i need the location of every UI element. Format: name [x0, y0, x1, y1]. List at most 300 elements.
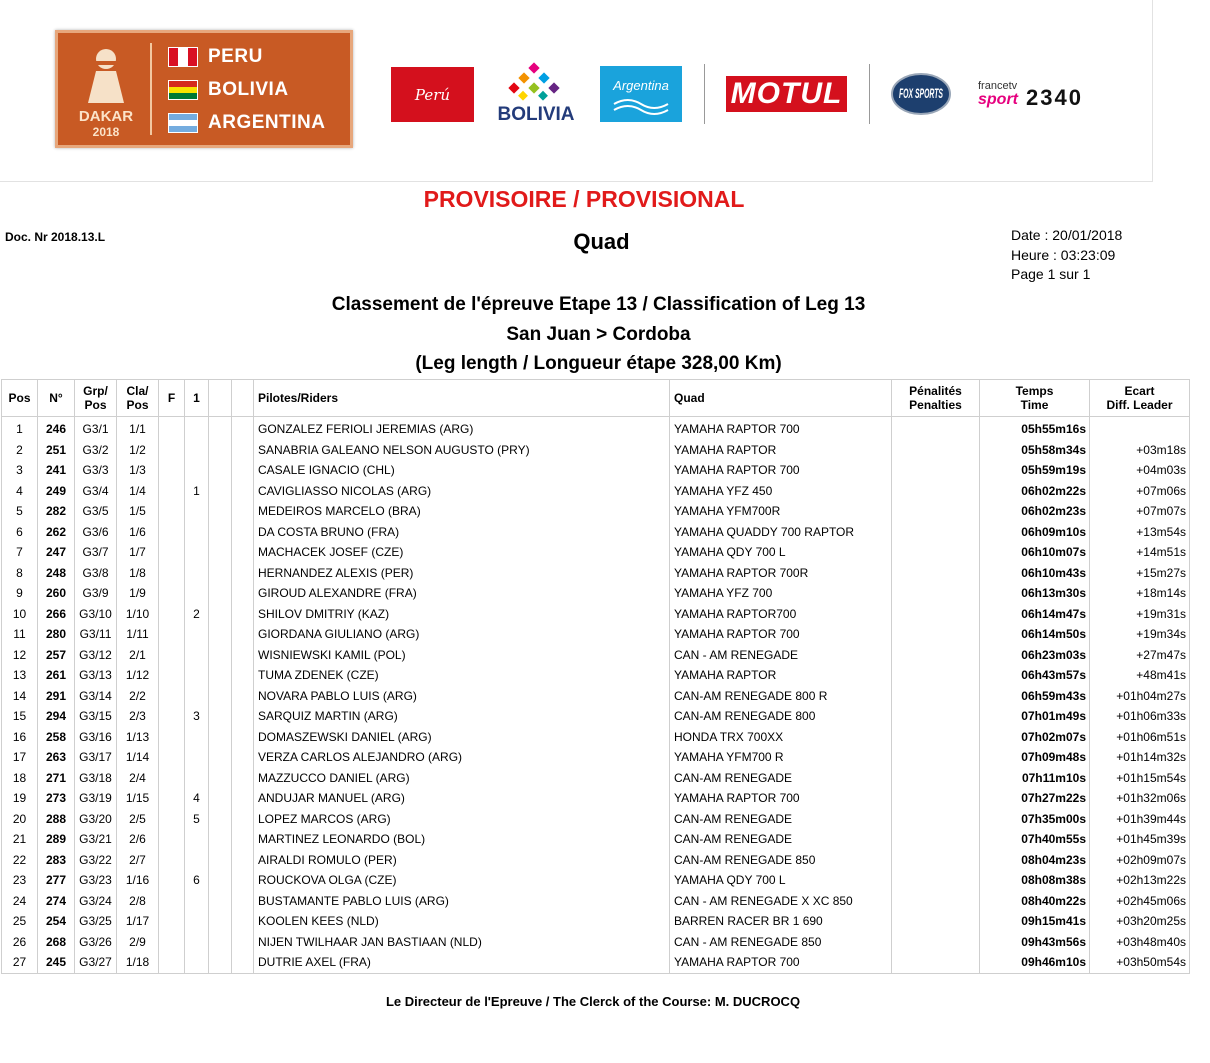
sponsor-banner — [0, 0, 1153, 182]
cell-pos: 21 — [2, 829, 38, 850]
cell-blank — [232, 706, 254, 727]
cell-blank — [232, 891, 254, 912]
cell-class-pos: 1/12 — [117, 665, 159, 686]
peru-logo — [391, 67, 474, 122]
cell-group-pos: G3/8 — [75, 563, 117, 584]
cell-penalties — [892, 417, 980, 440]
cell-blank — [232, 542, 254, 563]
cell-one — [185, 952, 209, 973]
col-header-time: Temps Time — [980, 380, 1090, 417]
cell-blank — [209, 768, 232, 789]
cell-time: 05h59m19s — [980, 460, 1090, 481]
cell-blank — [209, 809, 232, 830]
cell-pos: 3 — [2, 460, 38, 481]
cell-gap: +14m51s — [1090, 542, 1190, 563]
cell-quad: YAMAHA RAPTOR 700 — [670, 460, 892, 481]
cell-class-pos: 1/10 — [117, 604, 159, 625]
cell-one: 4 — [185, 788, 209, 809]
document-meta — [1011, 226, 1122, 285]
table-row — [2, 952, 1190, 973]
argentina-logo-text: Argentina — [613, 78, 669, 93]
cell-time: 05h55m16s — [980, 417, 1090, 440]
cell-number: 289 — [38, 829, 75, 850]
france-channel-numbers: 2340 — [1026, 85, 1083, 110]
cell-group-pos: G3/27 — [75, 952, 117, 973]
cell-pos: 5 — [2, 501, 38, 522]
cell-number: 248 — [38, 563, 75, 584]
cell-group-pos: G3/26 — [75, 932, 117, 953]
cell-group-pos: G3/6 — [75, 522, 117, 543]
cell-class-pos: 1/3 — [117, 460, 159, 481]
country-bolivia — [168, 78, 289, 102]
country-name: BOLIVIA — [208, 79, 289, 100]
cell-penalties — [892, 686, 980, 707]
cell-penalties — [892, 645, 980, 666]
cell-group-pos: G3/9 — [75, 583, 117, 604]
cell-one — [185, 583, 209, 604]
cell-time: 07h40m55s — [980, 829, 1090, 850]
cell-time: 09h43m56s — [980, 932, 1090, 953]
cell-f — [159, 481, 185, 502]
cell-blank — [209, 645, 232, 666]
cell-one — [185, 563, 209, 584]
cell-number: 249 — [38, 481, 75, 502]
cell-f — [159, 850, 185, 871]
dakar-separator — [150, 43, 152, 135]
cell-f — [159, 604, 185, 625]
country-peru — [168, 45, 263, 69]
cell-group-pos: G3/10 — [75, 604, 117, 625]
col-header-group-pos: Grp/ Pos — [75, 380, 117, 417]
cell-one: 6 — [185, 870, 209, 891]
cell-group-pos: G3/16 — [75, 727, 117, 748]
cell-group-pos: G3/14 — [75, 686, 117, 707]
cell-blank — [232, 522, 254, 543]
cell-penalties — [892, 522, 980, 543]
cell-blank — [232, 952, 254, 973]
cell-one — [185, 665, 209, 686]
cell-f — [159, 542, 185, 563]
cell-gap: +19m31s — [1090, 604, 1190, 625]
cell-quad: YAMAHA RAPTOR 700 — [670, 417, 892, 440]
bolivia-emblem-icon — [492, 62, 580, 102]
cell-one — [185, 932, 209, 953]
cell-number: 254 — [38, 911, 75, 932]
table-row — [2, 604, 1190, 625]
cell-f — [159, 501, 185, 522]
cell-one — [185, 850, 209, 871]
cell-one — [185, 440, 209, 461]
bolivia-logo-text: BOLIVIA — [497, 104, 575, 125]
table-header-row — [2, 380, 1190, 417]
cell-quad: YAMAHA YFM700R — [670, 501, 892, 522]
cell-blank — [232, 604, 254, 625]
cell-one — [185, 542, 209, 563]
cell-blank — [232, 665, 254, 686]
cell-gap: +01h14m32s — [1090, 747, 1190, 768]
cell-rider: MACHACEK JOSEF (CZE) — [254, 542, 670, 563]
cell-rider: VERZA CARLOS ALEJANDRO (ARG) — [254, 747, 670, 768]
cell-time: 06h10m43s — [980, 563, 1090, 584]
col-header-blank — [232, 380, 254, 417]
cell-blank — [209, 440, 232, 461]
argentina-flag-icon — [168, 113, 198, 133]
cell-gap: +04m03s — [1090, 460, 1190, 481]
cell-gap: +02h45m06s — [1090, 891, 1190, 912]
cell-gap — [1090, 417, 1190, 440]
cell-rider: WISNIEWSKI KAMIL (POL) — [254, 645, 670, 666]
cell-class-pos: 2/2 — [117, 686, 159, 707]
cell-gap: +01h39m44s — [1090, 809, 1190, 830]
table-row — [2, 932, 1190, 953]
cell-gap: +01h06m51s — [1090, 727, 1190, 748]
cell-number: 241 — [38, 460, 75, 481]
cell-f — [159, 809, 185, 830]
cell-pos: 25 — [2, 911, 38, 932]
cell-blank — [209, 563, 232, 584]
cell-group-pos: G3/5 — [75, 501, 117, 522]
cell-gap: +02h13m22s — [1090, 870, 1190, 891]
cell-quad: YAMAHA RAPTOR 700 — [670, 624, 892, 645]
cell-quad: YAMAHA RAPTOR 700 — [670, 952, 892, 973]
results-body — [2, 417, 1190, 974]
cell-blank — [209, 686, 232, 707]
cell-time: 06h14m47s — [980, 604, 1090, 625]
cell-penalties — [892, 747, 980, 768]
cell-pos: 11 — [2, 624, 38, 645]
cell-penalties — [892, 829, 980, 850]
cell-time: 06h23m03s — [980, 645, 1090, 666]
cell-rider: SARQUIZ MARTIN (ARG) — [254, 706, 670, 727]
cell-rider: ROUCKOVA OLGA (CZE) — [254, 870, 670, 891]
cell-penalties — [892, 460, 980, 481]
page-indicator: Page 1 sur 1 — [1011, 266, 1091, 282]
cell-penalties — [892, 809, 980, 830]
cell-gap: +27m47s — [1090, 645, 1190, 666]
cell-f — [159, 563, 185, 584]
col-header-f: F — [159, 380, 185, 417]
cell-group-pos: G3/2 — [75, 440, 117, 461]
col-header-quad: Quad — [670, 380, 892, 417]
cell-quad: YAMAHA RAPTOR — [670, 665, 892, 686]
cell-penalties — [892, 501, 980, 522]
cell-class-pos: 1/11 — [117, 624, 159, 645]
cell-one — [185, 501, 209, 522]
sponsor-divider — [704, 64, 705, 124]
cell-gap: +02h09m07s — [1090, 850, 1190, 871]
cell-one — [185, 645, 209, 666]
cell-f — [159, 624, 185, 645]
table-row — [2, 542, 1190, 563]
cell-blank — [232, 501, 254, 522]
table-row — [2, 645, 1190, 666]
cell-blank — [232, 645, 254, 666]
cell-number: 288 — [38, 809, 75, 830]
cell-class-pos: 2/6 — [117, 829, 159, 850]
cell-class-pos: 1/13 — [117, 727, 159, 748]
cell-time: 08h08m38s — [980, 870, 1090, 891]
cell-pos: 22 — [2, 850, 38, 871]
cell-group-pos: G3/7 — [75, 542, 117, 563]
table-row — [2, 870, 1190, 891]
cell-blank — [209, 583, 232, 604]
cell-number: 247 — [38, 542, 75, 563]
cell-class-pos: 1/18 — [117, 952, 159, 973]
dakar-rider-logo — [66, 41, 146, 139]
cell-number: 283 — [38, 850, 75, 871]
cell-penalties — [892, 870, 980, 891]
cell-blank — [209, 747, 232, 768]
cell-gap: +01h04m27s — [1090, 686, 1190, 707]
sponsor-divider — [869, 64, 870, 124]
cell-class-pos: 2/1 — [117, 645, 159, 666]
cell-pos: 14 — [2, 686, 38, 707]
cell-number: 260 — [38, 583, 75, 604]
cell-rider: NOVARA PABLO LUIS (ARG) — [254, 686, 670, 707]
cell-gap: +03m18s — [1090, 440, 1190, 461]
cell-pos: 23 — [2, 870, 38, 891]
cell-pos: 4 — [2, 481, 38, 502]
cell-pos: 12 — [2, 645, 38, 666]
cell-blank — [209, 522, 232, 543]
cell-penalties — [892, 911, 980, 932]
cell-number: 273 — [38, 788, 75, 809]
cell-f — [159, 522, 185, 543]
cell-gap: +03h50m54s — [1090, 952, 1190, 973]
dakar-wordmark: DAKAR — [78, 108, 134, 125]
cell-blank — [209, 481, 232, 502]
cell-number: 268 — [38, 932, 75, 953]
cell-time: 07h09m48s — [980, 747, 1090, 768]
document-number: Doc. Nr 2018.13.L — [5, 230, 106, 244]
table-row — [2, 624, 1190, 645]
cell-one — [185, 768, 209, 789]
cell-group-pos: G3/20 — [75, 809, 117, 830]
cell-class-pos: 1/4 — [117, 481, 159, 502]
cell-penalties — [892, 604, 980, 625]
cell-blank — [209, 932, 232, 953]
cell-blank — [209, 952, 232, 973]
cell-time: 07h35m00s — [980, 809, 1090, 830]
cell-number: 257 — [38, 645, 75, 666]
cell-time: 07h01m49s — [980, 706, 1090, 727]
cell-penalties — [892, 542, 980, 563]
cell-f — [159, 645, 185, 666]
cell-f — [159, 665, 185, 686]
cell-rider: MEDEIROS MARCELO (BRA) — [254, 501, 670, 522]
cell-f — [159, 706, 185, 727]
cell-penalties — [892, 481, 980, 502]
cell-rider: MAZZUCCO DANIEL (ARG) — [254, 768, 670, 789]
cell-gap: +15m27s — [1090, 563, 1190, 584]
table-row — [2, 727, 1190, 748]
cell-f — [159, 686, 185, 707]
table-row — [2, 706, 1190, 727]
cell-penalties — [892, 932, 980, 953]
cell-gap: +01h45m39s — [1090, 829, 1190, 850]
cell-blank — [232, 809, 254, 830]
cell-class-pos: 1/14 — [117, 747, 159, 768]
cell-number: 262 — [38, 522, 75, 543]
cell-quad: CAN-AM RENEGADE 800 — [670, 706, 892, 727]
col-header-class-pos: Cla/ Pos — [117, 380, 159, 417]
cell-quad: YAMAHA QDY 700 L — [670, 542, 892, 563]
leg-length: (Leg length / Longueur étape 328,00 Km) — [415, 353, 782, 374]
cell-blank — [209, 891, 232, 912]
cell-one: 1 — [185, 481, 209, 502]
cell-blank — [209, 604, 232, 625]
peru-flag-icon — [168, 47, 198, 67]
cell-number: 245 — [38, 952, 75, 973]
cell-gap: +19m34s — [1090, 624, 1190, 645]
cell-pos: 27 — [2, 952, 38, 973]
cell-f — [159, 747, 185, 768]
cell-pos: 10 — [2, 604, 38, 625]
cell-f — [159, 417, 185, 440]
table-row — [2, 501, 1190, 522]
cell-pos: 1 — [2, 417, 38, 440]
cell-number: 291 — [38, 686, 75, 707]
cell-rider: LOPEZ MARCOS (ARG) — [254, 809, 670, 830]
france-sport-text: sport — [978, 91, 1018, 108]
motul-logo — [726, 76, 847, 112]
cell-blank — [232, 686, 254, 707]
cell-blank — [232, 932, 254, 953]
cell-blank — [209, 850, 232, 871]
cell-time: 09h46m10s — [980, 952, 1090, 973]
cell-blank — [209, 665, 232, 686]
cell-blank — [232, 563, 254, 584]
cell-penalties — [892, 583, 980, 604]
cell-rider: DOMASZEWSKI DANIEL (ARG) — [254, 727, 670, 748]
cell-rider: CASALE IGNACIO (CHL) — [254, 460, 670, 481]
cell-time: 09h15m41s — [980, 911, 1090, 932]
cell-class-pos: 2/5 — [117, 809, 159, 830]
cell-penalties — [892, 727, 980, 748]
cell-f — [159, 460, 185, 481]
cell-pos: 17 — [2, 747, 38, 768]
cell-one — [185, 727, 209, 748]
cell-number: 282 — [38, 501, 75, 522]
country-argentina — [168, 111, 325, 135]
col-header-blank — [209, 380, 232, 417]
table-row — [2, 563, 1190, 584]
cell-pos: 20 — [2, 809, 38, 830]
cell-class-pos: 2/8 — [117, 891, 159, 912]
cell-quad: BARREN RACER BR 1 690 — [670, 911, 892, 932]
table-row — [2, 891, 1190, 912]
table-row — [2, 665, 1190, 686]
cell-blank — [209, 417, 232, 440]
cell-rider: CAVIGLIASSO NICOLAS (ARG) — [254, 481, 670, 502]
cell-rider: GONZALEZ FERIOLI JEREMIAS (ARG) — [254, 417, 670, 440]
cell-blank — [232, 583, 254, 604]
cell-gap: +48m41s — [1090, 665, 1190, 686]
classification-titles — [0, 290, 1197, 379]
cell-number: 271 — [38, 768, 75, 789]
cell-penalties — [892, 952, 980, 973]
cell-quad: YAMAHA YFM700 R — [670, 747, 892, 768]
cell-pos: 24 — [2, 891, 38, 912]
cell-number: 261 — [38, 665, 75, 686]
cell-class-pos: 2/9 — [117, 932, 159, 953]
provisional-banner: PROVISOIRE / PROVISIONAL — [423, 186, 745, 212]
cell-quad: CAN-AM RENEGADE — [670, 829, 892, 850]
cell-one: 5 — [185, 809, 209, 830]
cell-one — [185, 417, 209, 440]
cell-one: 3 — [185, 706, 209, 727]
cell-time: 06h02m22s — [980, 481, 1090, 502]
cell-number: 274 — [38, 891, 75, 912]
document-time: Heure : 03:23:09 — [1011, 246, 1116, 263]
cell-class-pos: 1/6 — [117, 522, 159, 543]
cell-blank — [232, 911, 254, 932]
cell-rider: BUSTAMANTE PABLO LUIS (ARG) — [254, 891, 670, 912]
cell-one — [185, 747, 209, 768]
table-row — [2, 686, 1190, 707]
cell-pos: 7 — [2, 542, 38, 563]
cell-group-pos: G3/18 — [75, 768, 117, 789]
cell-class-pos: 2/4 — [117, 768, 159, 789]
col-header-one: 1 — [185, 380, 209, 417]
cell-f — [159, 583, 185, 604]
cell-gap: +07m07s — [1090, 501, 1190, 522]
cell-quad: CAN-AM RENEGADE — [670, 809, 892, 830]
cell-rider: TUMA ZDENEK (CZE) — [254, 665, 670, 686]
cell-one — [185, 829, 209, 850]
cell-group-pos: G3/22 — [75, 850, 117, 871]
cell-rider: AIRALDI ROMULO (PER) — [254, 850, 670, 871]
cell-f — [159, 440, 185, 461]
table-row — [2, 460, 1190, 481]
cell-rider: HERNANDEZ ALEXIS (PER) — [254, 563, 670, 584]
cell-blank — [209, 542, 232, 563]
cell-class-pos: 1/16 — [117, 870, 159, 891]
cell-gap: +13m54s — [1090, 522, 1190, 543]
cell-pos: 18 — [2, 768, 38, 789]
results-table — [1, 379, 1190, 974]
cell-class-pos: 2/3 — [117, 706, 159, 727]
cell-pos: 2 — [2, 440, 38, 461]
cell-quad: YAMAHA YFZ 450 — [670, 481, 892, 502]
cell-class-pos: 1/7 — [117, 542, 159, 563]
cell-blank — [232, 481, 254, 502]
cell-penalties — [892, 440, 980, 461]
cell-group-pos: G3/11 — [75, 624, 117, 645]
cell-quad: YAMAHA RAPTOR — [670, 440, 892, 461]
cell-blank — [209, 706, 232, 727]
cell-time: 06h10m07s — [980, 542, 1090, 563]
cell-number: 263 — [38, 747, 75, 768]
cell-group-pos: G3/1 — [75, 417, 117, 440]
cell-time: 06h14m50s — [980, 624, 1090, 645]
cell-pos: 16 — [2, 727, 38, 748]
cell-pos: 8 — [2, 563, 38, 584]
cell-class-pos: 1/5 — [117, 501, 159, 522]
cell-rider: SANABRIA GALEANO NELSON AUGUSTO (PRY) — [254, 440, 670, 461]
cell-class-pos: 1/8 — [117, 563, 159, 584]
cell-group-pos: G3/25 — [75, 911, 117, 932]
cell-time: 08h40m22s — [980, 891, 1090, 912]
cell-class-pos: 1/15 — [117, 788, 159, 809]
cell-f — [159, 891, 185, 912]
cell-pos: 26 — [2, 932, 38, 953]
cell-class-pos: 2/7 — [117, 850, 159, 871]
cell-penalties — [892, 850, 980, 871]
document-date: Date : 20/01/2018 — [1011, 227, 1123, 243]
cell-penalties — [892, 665, 980, 686]
cell-quad: CAN - AM RENEGADE 850 — [670, 932, 892, 953]
